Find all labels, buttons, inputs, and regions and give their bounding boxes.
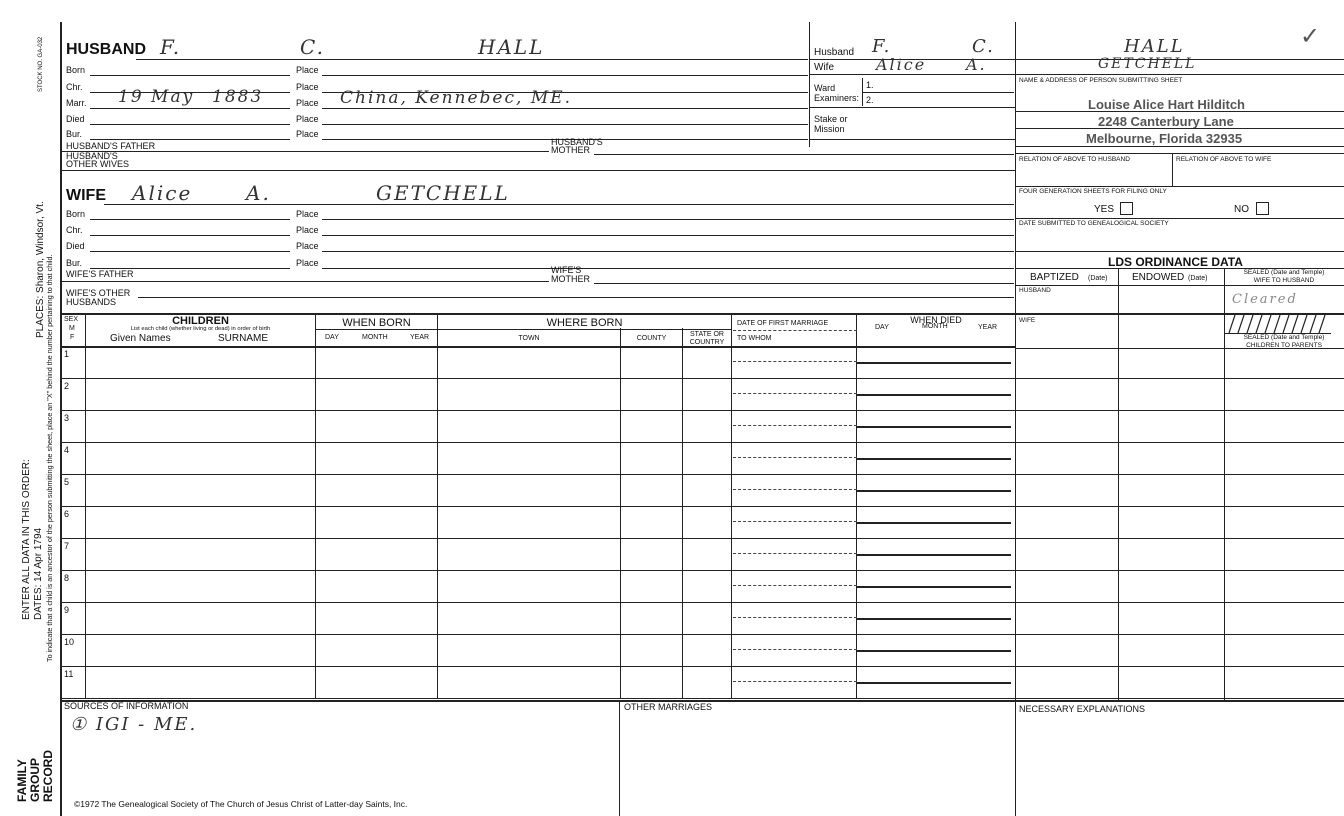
date-submitted-label: DATE SUBMITTED TO GENEALOGICAL SOCIETY [1019, 220, 1169, 227]
four-gen-bottom-line [1016, 218, 1344, 219]
lds-row-line[interactable] [1016, 698, 1344, 699]
husband-born-place-line[interactable] [322, 75, 808, 76]
first-marriage-dash [733, 330, 857, 331]
child-marriage-dash [733, 681, 857, 682]
lds-row-line[interactable] [1016, 410, 1344, 411]
child-row-number: 1 [64, 349, 70, 359]
where-born-line [437, 329, 731, 330]
examiners-label: Examiners: [814, 93, 860, 103]
stake-label-2: Mission [814, 124, 845, 134]
husband-marr-date-line[interactable] [90, 108, 290, 109]
child-row-number: 6 [64, 509, 70, 519]
husband-marr-place-label: Place [296, 98, 319, 108]
husband-born-date-line[interactable] [90, 75, 290, 76]
child-row-number: 9 [64, 605, 70, 615]
date-submitted-line [1016, 251, 1344, 252]
wife-born-date-line[interactable] [90, 219, 290, 220]
to-whom-label: TO WHOM [737, 335, 772, 342]
lds-row-line[interactable] [1016, 634, 1344, 635]
enter-all-note: ENTER ALL DATA IN THIS ORDER: [21, 459, 32, 620]
given-names-label: Given Names [110, 333, 171, 344]
sealed-wife-label-1: SEALED (Date and Temple) [1243, 269, 1325, 276]
relation-bottom-line [1016, 186, 1344, 187]
short-wife-line [810, 74, 1344, 75]
sealed-wife-label-2: WIFE TO HUSBAND [1253, 277, 1315, 284]
wife-bur-label: Bur. [66, 258, 83, 268]
right-panel-divider [1015, 22, 1016, 816]
relation-top-line [1016, 153, 1344, 154]
record-title-1: FAMILY [15, 759, 29, 802]
child-row-number: 4 [64, 445, 70, 455]
lds-col-1 [1118, 268, 1119, 700]
child-row-number: 10 [64, 637, 75, 647]
sealed-parents-label-1: SEALED (Date and Temple) [1243, 334, 1325, 341]
child-row-number: 2 [64, 381, 70, 391]
footer-divider [619, 700, 620, 816]
submitter-label: NAME & ADDRESS OF PERSON SUBMITTING SHEET [1019, 77, 1183, 84]
record-title-3: RECORD [41, 749, 55, 802]
baptized-date-note: (Date) [1088, 275, 1108, 282]
sealed-cleared-note: Cleared [1232, 292, 1298, 307]
lds-wife-line [1016, 348, 1344, 349]
other-marriages-label: OTHER MARRIAGES [624, 702, 713, 712]
places-note: PLACES: Sharon, Windsor, Vt. [35, 201, 46, 338]
husband-surname: HALL [478, 35, 545, 59]
lds-row-line[interactable] [1016, 602, 1344, 603]
child-marriage-dash [733, 617, 857, 618]
died-day-label: DAY [875, 324, 889, 331]
wife-surname: GETCHELL [376, 181, 510, 205]
sealed-parents-label-2: CHILDREN TO PARENTS [1246, 342, 1322, 349]
lds-row-line[interactable] [1016, 538, 1344, 539]
child-died-line[interactable] [856, 650, 1011, 652]
wife-chr-place-line[interactable] [322, 235, 1014, 236]
yes-checkbox[interactable] [1120, 202, 1133, 215]
wife-born-place-label: Place [296, 209, 319, 219]
wife-name-line [104, 204, 1014, 205]
lds-wife-label: WIFE [1019, 317, 1036, 324]
wife-mother-label-1: WIFE'S [551, 265, 582, 275]
husband-father-label: HUSBAND'S FATHER [66, 141, 156, 151]
husband-mother-label-1: HUSBAND'S [551, 137, 603, 147]
submitter-line-3 [1016, 146, 1344, 147]
child-row-line[interactable] [61, 570, 1015, 571]
child-marriage-dash [733, 425, 857, 426]
husband-father-line[interactable] [61, 151, 549, 152]
county-label: COUNTY [636, 335, 667, 342]
wife-born-label: Born [66, 209, 86, 219]
husband-other-wives-2: OTHER WIVES [66, 159, 130, 169]
husband-marr-year: 1883 [212, 87, 264, 107]
child-marriage-dash [733, 553, 857, 554]
relation-wife-label: RELATION OF ABOVE TO WIFE [1176, 156, 1272, 163]
when-died-label: WHEN DIED [910, 315, 962, 325]
relation-husband-label: RELATION OF ABOVE TO HUSBAND [1019, 156, 1130, 163]
child-died-line[interactable] [856, 554, 1011, 556]
necessary-explanations-label: NECESSARY EXPLANATIONS [1019, 704, 1146, 714]
child-died-line[interactable] [856, 490, 1011, 492]
header-divider [809, 22, 810, 147]
record-title-2: GROUP [28, 757, 42, 802]
child-marriage-dash [733, 457, 857, 458]
four-generation-label: FOUR GENERATION SHEETS FOR FILING ONLY [1019, 188, 1167, 195]
child-row-line[interactable] [61, 474, 1015, 475]
husband-mother-label-2: MOTHER [551, 145, 590, 155]
husband-marr-label: Marr. [66, 98, 87, 108]
wife-middle-name: A. [246, 181, 271, 205]
examiner-1: 1. [866, 80, 874, 90]
sex-f-label: F [70, 334, 75, 341]
wife-died-label: Died [66, 241, 85, 251]
main-left-border [60, 22, 62, 816]
child-died-line[interactable] [856, 426, 1011, 428]
died-month-label: MONTH [922, 323, 948, 330]
sources-value: ① IGI - ME. [70, 714, 198, 735]
wife-mother-line[interactable] [594, 283, 1014, 284]
husband-bur-place-label: Place [296, 129, 319, 139]
short-husband-surname: HALL [1124, 36, 1185, 57]
check-mark: ✓ [1300, 23, 1321, 50]
husband-middle-name: C. [300, 35, 325, 59]
wife-died-place-label: Place [296, 241, 319, 251]
husband-marr-day: 19 May [118, 87, 195, 107]
sex-m-label: M [69, 325, 75, 332]
wife-other-husbands-2: HUSBANDS [66, 297, 117, 307]
child-row-number: 8 [64, 573, 70, 583]
child-row-number: 11 [64, 669, 74, 679]
examiners-bottom-line [810, 107, 1015, 108]
wife-other-husbands-line[interactable] [138, 297, 1014, 298]
sex-label: SEX [64, 316, 79, 323]
child-row-number: 7 [64, 541, 70, 551]
ward-label: Ward [814, 83, 836, 93]
stock-number: STOCK NO. GA-032 [38, 36, 44, 92]
lds-row-line[interactable] [1016, 474, 1344, 475]
husband-chr-label: Chr. [66, 82, 83, 92]
col-town-divider [620, 328, 621, 699]
submitter-name: Louise Alice Hart Hilditch [1088, 97, 1245, 112]
ancestor-instruction: To indicate that a child is an ancestor of the person submitting the sheet, place an "X" behind the number pertaining to that child. [45, 254, 54, 662]
child-died-line[interactable] [856, 522, 1011, 524]
child-marriage-dash [733, 361, 857, 362]
children-note: List each child (whether living or dead) in order of birth [130, 326, 271, 332]
child-died-line[interactable] [856, 394, 1011, 396]
child-row-line[interactable] [61, 698, 1015, 699]
lds-row-line[interactable] [1016, 378, 1344, 379]
husband-died-place-label: Place [296, 114, 319, 124]
wife-father-label: WIFE'S FATHER [66, 269, 134, 279]
husband-marr-place: China, Kennebec, ME. [340, 88, 573, 108]
lds-husband-label: HUSBAND [1019, 287, 1051, 294]
husband-born-place-label: Place [296, 65, 319, 75]
examiner-2: 2. [866, 95, 874, 105]
lds-row-line[interactable] [1016, 570, 1344, 571]
born-year-label: YEAR [410, 334, 430, 341]
child-row-number: 5 [64, 477, 70, 487]
lds-row-line[interactable] [1016, 506, 1344, 507]
endowed-label: ENDOWED [1132, 272, 1185, 283]
child-row-line[interactable] [61, 442, 1015, 443]
short-wife-middle: A. [966, 55, 987, 74]
relation-divider [1172, 153, 1173, 186]
child-died-line[interactable] [856, 458, 1011, 460]
child-row-line[interactable] [61, 666, 1015, 667]
husband-chr-place-label: Place [296, 82, 319, 92]
wife-father-line[interactable] [61, 281, 549, 282]
baptized-label: BAPTIZED [1030, 272, 1079, 283]
col-county-divider [682, 328, 683, 699]
husband-mother-line[interactable] [594, 154, 1014, 155]
child-row-line[interactable] [61, 538, 1015, 539]
no-checkbox[interactable] [1256, 202, 1269, 215]
wife-chr-date-line[interactable] [90, 235, 290, 236]
short-husband-middle: C. [972, 36, 995, 57]
lds-header-line [1016, 285, 1344, 286]
examiner-1-line[interactable] [862, 92, 1014, 93]
child-died-line[interactable] [856, 362, 1011, 364]
submitter-city: Melbourne, Florida 32935 [1086, 131, 1243, 146]
children-header-bottom [61, 346, 1015, 348]
yes-label: YES [1094, 204, 1115, 215]
husband-bur-label: Bur. [66, 129, 83, 139]
wife-mother-label-2: MOTHER [551, 274, 590, 284]
child-marriage-dash [733, 649, 857, 650]
died-year-label: YEAR [978, 324, 998, 331]
short-husband-label: Husband [814, 47, 855, 58]
child-marriage-dash [733, 489, 857, 490]
husband-died-place-line[interactable] [322, 124, 808, 125]
sealed-wife-hatch [1225, 315, 1331, 333]
sources-label: SOURCES OF INFORMATION [64, 701, 189, 711]
stake-label-1: Stake or [814, 114, 848, 124]
husband-died-label: Died [66, 114, 85, 124]
child-died-line[interactable] [856, 586, 1011, 588]
wife-other-husbands-1: WIFE'S OTHER [66, 288, 131, 298]
when-born-label: WHEN BORN [342, 317, 411, 329]
wife-bur-place-label: Place [296, 258, 319, 268]
copyright: ©1972 The Genealogical Society of The Church of Jesus Christ of Latter-day Saints, Inc. [74, 799, 408, 809]
husband-bur-date-line[interactable] [90, 139, 290, 140]
child-marriage-dash [733, 585, 857, 586]
child-row-line[interactable] [61, 602, 1015, 603]
wife-born-place-line[interactable] [322, 219, 1014, 220]
town-label: TOWN [518, 335, 540, 342]
children-heading: CHILDREN [172, 315, 229, 327]
first-marriage-label: DATE OF FIRST MARRIAGE [737, 320, 829, 327]
no-label: NO [1234, 204, 1249, 215]
husband-died-date-line[interactable] [90, 124, 290, 125]
short-wife-label: Wife [814, 62, 834, 73]
state-label-1: STATE OR [690, 331, 724, 338]
short-wife-first: Alice [876, 55, 927, 74]
dates-note: DATES: 14 Apr 1794 [33, 527, 44, 620]
child-died-line[interactable] [856, 618, 1011, 620]
child-row-line[interactable] [61, 378, 1015, 379]
submitter-line-2 [1016, 128, 1344, 129]
wife-chr-label: Chr. [66, 225, 83, 235]
short-husband-first: F. [872, 36, 892, 57]
born-month-label: MONTH [362, 334, 388, 341]
wife-first-name: Alice [132, 181, 193, 205]
state-label-2: COUNTRY [689, 339, 725, 346]
wife-died-place-line[interactable] [322, 251, 1014, 252]
lds-row-line[interactable] [1016, 442, 1344, 443]
child-died-line[interactable] [856, 682, 1011, 684]
child-row-number: 3 [64, 413, 70, 423]
short-wife-surname: GETCHELL [1098, 56, 1197, 72]
husband-heading: HUSBAND [66, 41, 146, 58]
child-marriage-dash [733, 393, 857, 394]
husband-born-label: Born [66, 65, 86, 75]
surname-label: SURNAME [218, 333, 269, 344]
wife-died-date-line[interactable] [90, 251, 290, 252]
lds-title: LDS ORDINANCE DATA [1108, 255, 1243, 269]
wife-bur-place-line[interactable] [322, 268, 1014, 269]
child-row-line[interactable] [61, 410, 1015, 411]
endowed-date-note: (Date) [1188, 275, 1208, 282]
husband-first-name: F. [160, 35, 182, 59]
submitter-street: 2248 Canterbury Lane [1098, 114, 1234, 129]
born-day-label: DAY [325, 334, 339, 341]
wife-chr-place-label: Place [296, 225, 319, 235]
child-marriage-dash [733, 521, 857, 522]
husband-name-line [136, 59, 808, 60]
husband-marr-place-line[interactable] [322, 108, 808, 109]
husband-other-wives-1: HUSBAND'S [66, 151, 118, 161]
child-row-line[interactable] [61, 506, 1015, 507]
submitter-line-1 [1016, 111, 1344, 112]
when-born-line [315, 329, 437, 330]
husband-other-wives-line[interactable] [61, 170, 1015, 171]
child-row-line[interactable] [61, 634, 1015, 635]
stake-line [810, 139, 1015, 140]
lds-row-line[interactable] [1016, 666, 1344, 667]
where-born-label: WHERE BORN [546, 317, 623, 329]
wife-heading: WIFE [66, 187, 106, 204]
